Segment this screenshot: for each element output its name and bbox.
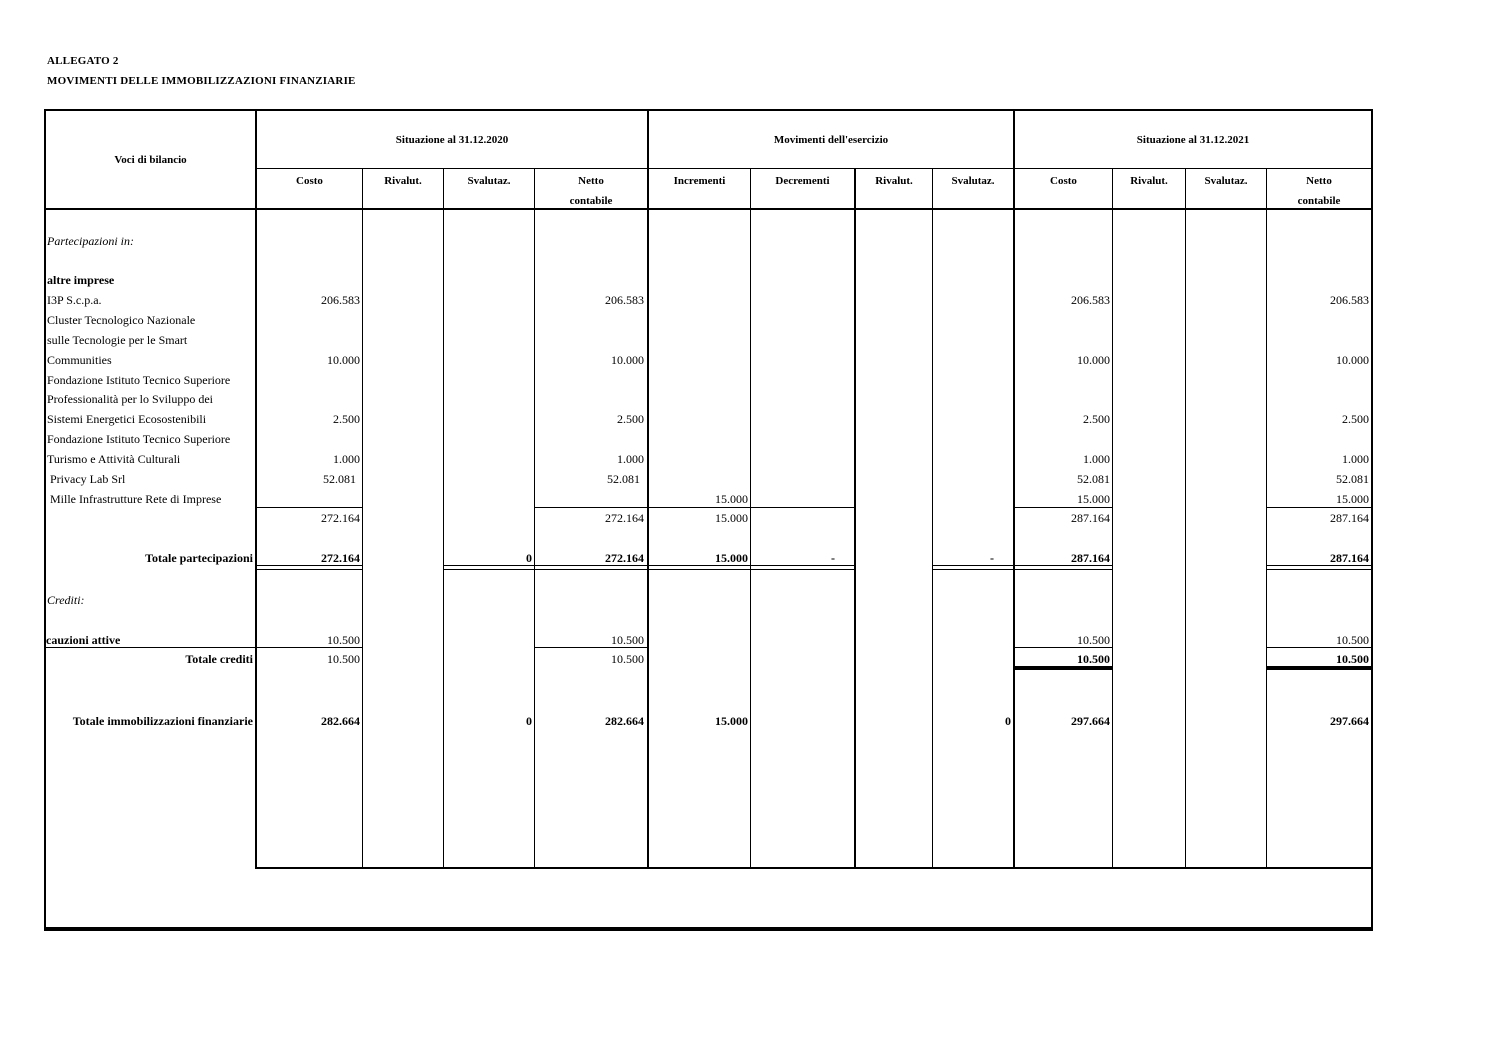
label-fitt-2: Turismo e Attività Culturali [47,452,181,466]
header-movimenti: Movimenti dell'esercizio [773,134,889,146]
label-cauzioni: cauzioni attive [46,633,121,647]
cell-total: 297.664 [1330,714,1369,728]
cell-value: 1.000 [333,452,360,466]
label-cluster-2: sulle Tecnologie per le Smart [47,333,188,347]
cell-value: 10.000 [1077,353,1110,367]
cell-total: - [990,551,994,565]
cell-total: 10.500 [1077,652,1110,666]
header-voci: Voci di bilancio [114,154,187,166]
cell-total: 0 [526,714,532,728]
col-costo-2021: Costo [1050,175,1077,187]
col-incrementi: Incrementi [673,175,726,187]
attachment-title: ALLEGATO 2 [47,55,119,67]
col-netto-2020-sub: contabile [569,195,613,207]
cell-total: 287.164 [1330,551,1369,565]
cell-value: 206.583 [1330,293,1369,307]
col-rivalut-2021: Rivalut. [1130,175,1168,187]
cell-value: 206.583 [1071,293,1110,307]
cell-value: 10.000 [327,353,360,367]
cell-total: 287.164 [1071,551,1110,565]
cell-value: 206.583 [321,293,360,307]
label-fitt-1: Fondazione Istituto Tecnico Superiore [47,432,231,446]
label-fits-2: Professionalità per lo Sviluppo dei [47,392,213,406]
cell-value: 52.081 [323,472,356,486]
cell-value: 272.164 [605,511,644,525]
cell-value: 10.500 [1336,633,1369,647]
cell-value: 2.500 [1083,412,1110,426]
cell-value: 15.000 [1077,492,1110,506]
header-situazione-2021: Situazione al 31.12.2021 [1136,134,1250,146]
cell-value: 15.000 [715,511,748,525]
attachment-subtitle: MOVIMENTI DELLE IMMOBILIZZAZIONI FINANZIARIE [47,75,356,87]
cell-value: 2.500 [333,412,360,426]
col-svalutaz-2020: Svalutaz. [467,175,511,187]
cell-total: 282.664 [605,714,644,728]
cell-value: 15.000 [715,492,748,506]
col-rivalut-2020: Rivalut. [384,175,422,187]
cell-value: 52.081 [1077,472,1110,486]
cell-value: 2.500 [617,412,644,426]
cell-value: 10.500 [611,633,644,647]
cell-value: 1.000 [1083,452,1110,466]
col-netto-2020: Netto [578,175,604,187]
header-situazione-2020: Situazione al 31.12.2020 [395,134,509,146]
label-totale-immob: Totale immobilizzazioni finanziarie [72,714,253,728]
cell-total: - [831,551,835,565]
label-i3p: I3P S.c.p.a. [47,293,102,307]
cell-value: 52.081 [607,472,640,486]
col-decrementi: Decrementi [775,175,830,187]
cell-total: 297.664 [1071,714,1110,728]
label-fits-3: Sistemi Energetici Ecosostenibili [47,412,207,426]
cell-value: 287.164 [1071,511,1110,525]
label-cluster-3: Communities [47,353,112,367]
section-crediti: Crediti: [47,593,85,607]
cell-total: 10.500 [1336,652,1369,666]
label-privacy: Privacy Lab Srl [50,472,126,486]
cell-total: 272.164 [605,551,644,565]
cell-value: 1.000 [1342,452,1369,466]
label-totale-partecipazioni: Totale partecipazioni [145,551,253,565]
cell-total: 15.000 [715,551,748,565]
cell-total: 15.000 [715,714,748,728]
cell-value: 206.583 [605,293,644,307]
col-svalutaz-2021: Svalutaz. [1204,175,1248,187]
cell-value: 15.000 [1336,492,1369,506]
cell-value: 272.164 [321,511,360,525]
cell-value: 287.164 [1330,511,1369,525]
cell-total: 0 [1005,714,1011,728]
cell-value: 10.500 [1077,633,1110,647]
cell-value: 10.000 [611,353,644,367]
col-netto-2021-sub: contabile [1297,195,1341,207]
cell-value: 2.500 [1342,412,1369,426]
label-fits-1: Fondazione Istituto Tecnico Superiore [47,373,231,387]
cell-total: 272.164 [321,551,360,565]
cell-value: 10.000 [1336,353,1369,367]
col-costo-2020: Costo [296,175,323,187]
section-partecipazioni: Partecipazioni in: [47,234,134,248]
cell-value: 52.081 [1336,472,1369,486]
col-svalutaz-mov: Svalutaz. [951,175,995,187]
label-totale-crediti: Totale crediti [185,652,253,666]
label-mille: Mille Infrastrutture Rete di Imprese [50,492,222,506]
cell-value: 10.500 [327,652,360,666]
col-rivalut-mov: Rivalut. [875,175,913,187]
col-netto-2021: Netto [1306,175,1332,187]
cell-total: 0 [526,551,532,565]
cell-value: 10.500 [611,652,644,666]
label-cluster-1: Cluster Tecnologico Nazionale [47,313,196,327]
label-altre-imprese: altre imprese [47,273,115,287]
cell-value: 10.500 [327,633,360,647]
cell-total: 282.664 [321,714,360,728]
cell-value: 1.000 [617,452,644,466]
